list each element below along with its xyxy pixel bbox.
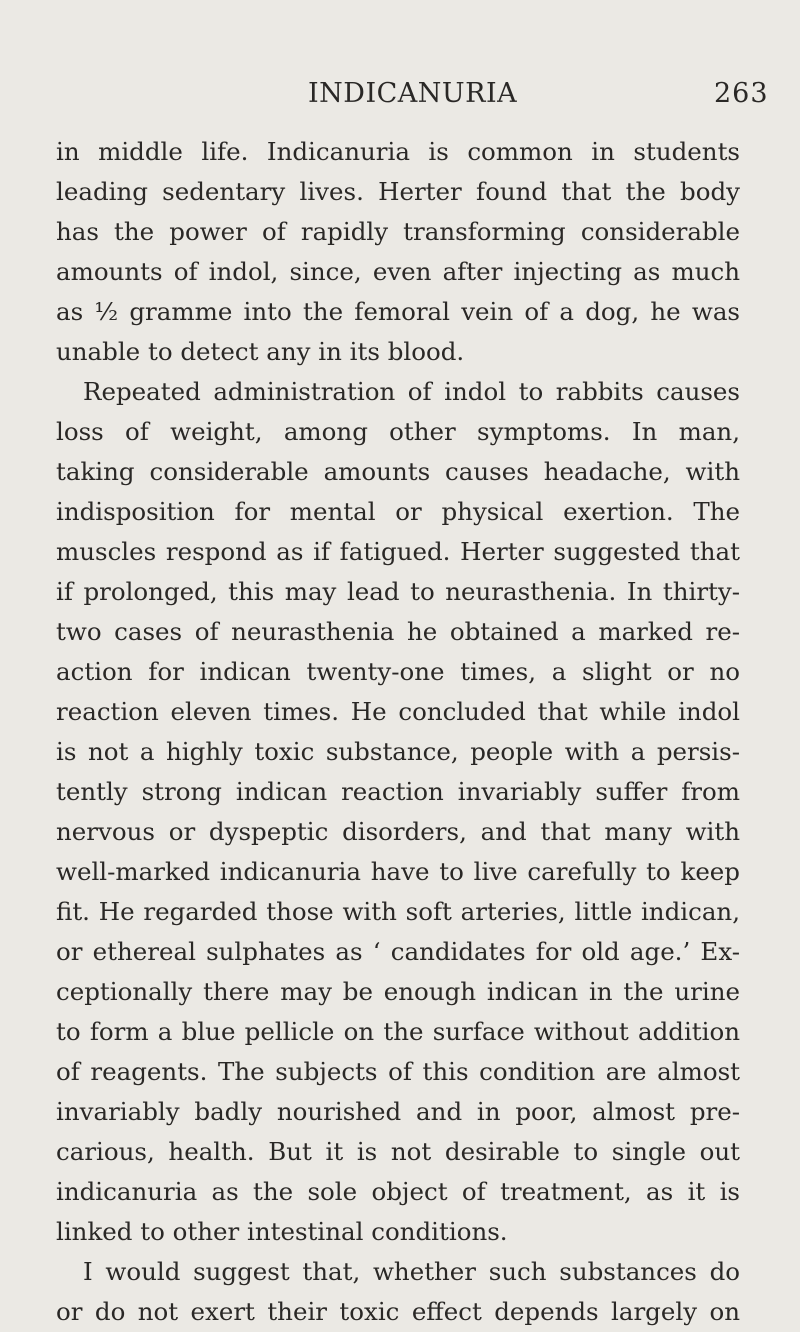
line-text: tently strong indican reaction invariably suffer from xyxy=(56,777,740,806)
line-text: invariably badly nourished and in poor, almost pre- xyxy=(56,1097,740,1126)
text-line xyxy=(0,812,800,852)
page-number: 263 xyxy=(714,78,769,109)
text-line xyxy=(0,852,800,892)
line-text: in middle life. Indicanuria is common in students xyxy=(56,137,740,166)
text-line xyxy=(0,1252,800,1292)
line-text: leading sedentary lives. Herter found that the body xyxy=(56,177,740,206)
line-text: reaction eleven times. He concluded that while indol xyxy=(56,697,740,726)
line-text: ceptionally there may be enough indican in the urine xyxy=(56,977,740,1006)
text-line xyxy=(0,292,800,332)
text-line xyxy=(0,1172,800,1212)
line-text: of reagents. The subjects of this condition are almost xyxy=(56,1057,740,1086)
text-line xyxy=(0,252,800,292)
text-line xyxy=(0,1052,800,1092)
line-text: or do not exert their toxic effect depends largely on xyxy=(56,1297,740,1326)
line-text: or ethereal sulphates as ‘ candidates for old age.’ Ex- xyxy=(56,937,740,966)
text-line xyxy=(0,572,800,612)
text-line xyxy=(0,332,800,372)
running-head: INDICANURIA xyxy=(308,78,518,109)
line-text: if prolonged, this may lead to neurasthenia. In thirty- xyxy=(56,577,740,606)
text-line xyxy=(0,972,800,1012)
line-text: nervous or dyspeptic disorders, and that many with xyxy=(56,817,740,846)
line-text: I would suggest that, whether such substances do xyxy=(83,1257,740,1286)
text-line xyxy=(0,532,800,572)
text-line xyxy=(0,1212,800,1252)
line-text: action for indican twenty-one times, a slight or no xyxy=(56,657,740,686)
line-text: linked to other intestinal conditions. xyxy=(56,1217,508,1246)
text-line xyxy=(0,652,800,692)
line-text: indicanuria as the sole object of treatment, as it is xyxy=(56,1177,740,1206)
text-line xyxy=(0,692,800,732)
line-text: Repeated administration of indol to rabbits causes xyxy=(83,377,740,406)
line-text: taking considerable amounts causes headache, with xyxy=(56,457,740,486)
line-text: to form a blue pellicle on the surface without addition xyxy=(56,1017,740,1046)
text-line xyxy=(0,1012,800,1052)
line-text: muscles respond as if fatigued. Herter suggested that xyxy=(56,537,740,566)
line-text: as ½ gramme into the femoral vein of a dog, he was xyxy=(56,297,740,326)
line-text: fit. He regarded those with soft arteries, little indican, xyxy=(56,897,740,926)
line-text: indisposition for mental or physical exertion. The xyxy=(56,497,740,526)
text-line xyxy=(0,132,800,172)
text-line xyxy=(0,932,800,972)
line-text: amounts of indol, since, even after injecting as much xyxy=(56,257,740,286)
text-line xyxy=(0,732,800,772)
line-text: unable to detect any in its blood. xyxy=(56,337,465,366)
text-line xyxy=(0,1292,800,1332)
text-line xyxy=(0,892,800,932)
text-line xyxy=(0,172,800,212)
text-line xyxy=(0,772,800,812)
text-line xyxy=(0,612,800,652)
text-line xyxy=(0,1132,800,1172)
text-line xyxy=(0,1092,800,1132)
text-line xyxy=(0,212,800,252)
line-text: is not a highly toxic substance, people with a persis- xyxy=(56,737,740,766)
line-text: has the power of rapidly transforming considerable xyxy=(56,217,740,246)
text-line xyxy=(0,372,800,412)
line-text: loss of weight, among other symptoms. In man, xyxy=(56,417,740,446)
text-line xyxy=(0,412,800,452)
line-text: well-marked indicanuria have to live carefully to keep xyxy=(56,857,740,886)
text-line xyxy=(0,492,800,532)
text-line xyxy=(0,452,800,492)
line-text: carious, health. But it is not desirable to single out xyxy=(56,1137,740,1166)
line-text: two cases of neurasthenia he obtained a marked re- xyxy=(56,617,740,646)
